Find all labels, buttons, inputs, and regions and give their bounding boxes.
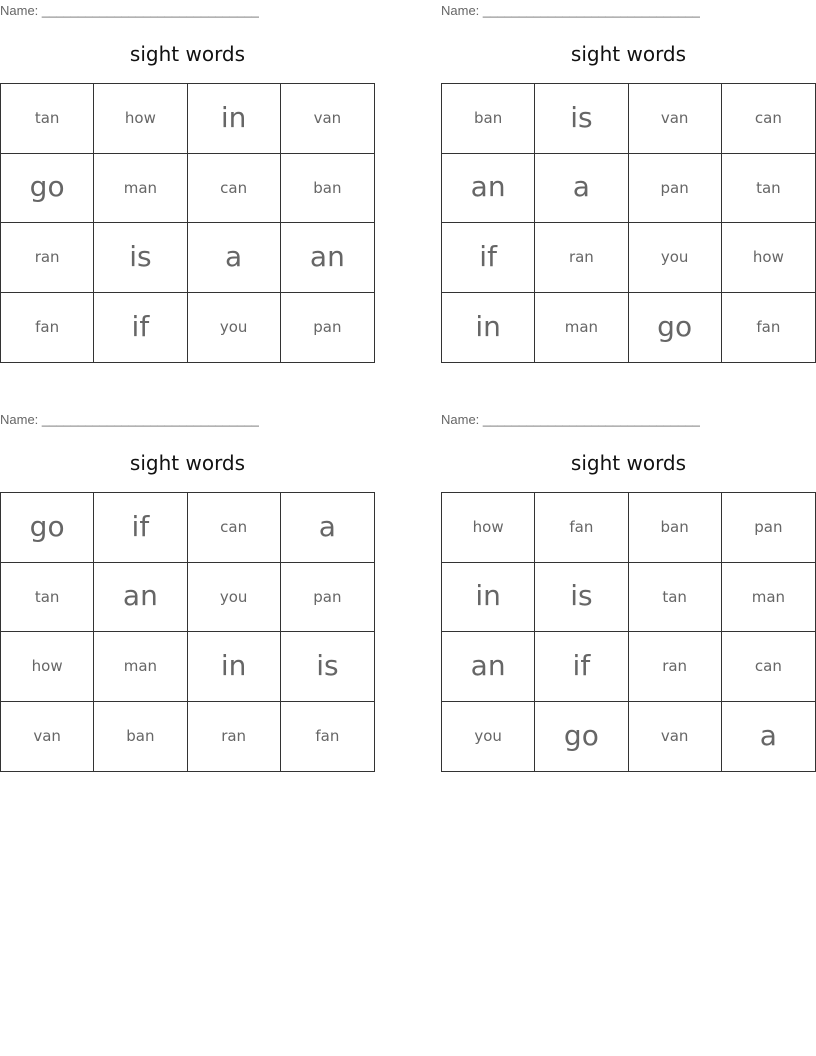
word-cell: if bbox=[94, 493, 187, 563]
bingo-card bbox=[0, 0, 375, 363]
name-field-label: Name: ______________________________ bbox=[441, 3, 700, 18]
word-cell: an bbox=[442, 154, 535, 224]
word-grid bbox=[0, 83, 375, 363]
word-cell: ran bbox=[629, 632, 722, 702]
word-cell: ran bbox=[1, 223, 94, 293]
word-cell: can bbox=[722, 84, 815, 154]
word-cell: van bbox=[1, 702, 94, 772]
word-cell: pan bbox=[629, 154, 722, 224]
word-cell: fan bbox=[315, 727, 340, 746]
word-cell: fan bbox=[1, 293, 94, 363]
word-cell: how bbox=[94, 84, 187, 154]
word-cell: how bbox=[722, 223, 815, 293]
word-cell: is bbox=[535, 563, 628, 633]
word-grid bbox=[0, 492, 375, 772]
name-field-label: Name: ______________________________ bbox=[441, 412, 700, 427]
word-cell: in bbox=[442, 563, 535, 633]
word-cell: ban bbox=[442, 84, 535, 154]
word-cell: ban bbox=[629, 493, 722, 563]
word-cell: tan bbox=[629, 563, 722, 633]
word-cell: van bbox=[629, 702, 722, 772]
word-cell: if bbox=[535, 632, 628, 702]
word-cell: how bbox=[1, 632, 94, 702]
word-cell: tan bbox=[1, 563, 94, 633]
word-cell: a bbox=[188, 223, 281, 293]
word-cell: an bbox=[442, 632, 535, 702]
word-cell: in bbox=[188, 632, 281, 702]
card-title: sight words bbox=[570, 42, 687, 66]
word-cell: how bbox=[442, 493, 535, 563]
word-cell: ran bbox=[188, 702, 281, 772]
word-cell: pan bbox=[281, 563, 374, 633]
word-cell: pan bbox=[313, 318, 342, 337]
bingo-card bbox=[441, 409, 816, 772]
name-field-label: Name: ______________________________ bbox=[0, 412, 259, 427]
word-grid bbox=[441, 83, 816, 363]
word-cell: a bbox=[281, 493, 374, 563]
word-cell: if bbox=[442, 223, 535, 293]
word-cell: ban bbox=[94, 702, 187, 772]
bingo-card bbox=[441, 0, 816, 363]
word-cell: a bbox=[759, 718, 777, 752]
name-field-label: Name: ______________________________ bbox=[0, 3, 259, 18]
word-grid bbox=[441, 492, 816, 772]
word-cell: an bbox=[281, 223, 374, 293]
word-cell: man bbox=[94, 154, 187, 224]
card-title: sight words bbox=[570, 451, 687, 475]
word-cell: is bbox=[94, 223, 187, 293]
word-cell: an bbox=[94, 563, 187, 633]
word-cell: man bbox=[535, 293, 628, 363]
word-cell: is bbox=[281, 632, 374, 702]
bingo-card bbox=[0, 409, 375, 772]
word-cell: fan bbox=[756, 318, 781, 337]
word-cell: ran bbox=[535, 223, 628, 293]
word-cell: you bbox=[188, 293, 281, 363]
word-cell: you bbox=[188, 563, 281, 633]
word-cell: go bbox=[535, 702, 628, 772]
word-cell: can bbox=[188, 154, 281, 224]
card-title: sight words bbox=[129, 451, 246, 475]
word-cell: van bbox=[281, 84, 374, 154]
card-title: sight words bbox=[129, 42, 246, 66]
word-cell: pan bbox=[722, 493, 815, 563]
word-cell: ban bbox=[281, 154, 374, 224]
word-cell: in bbox=[188, 84, 281, 154]
word-cell: can bbox=[722, 632, 815, 702]
word-cell: fan bbox=[535, 493, 628, 563]
word-cell: can bbox=[188, 493, 281, 563]
word-cell: man bbox=[94, 632, 187, 702]
word-cell: go bbox=[1, 154, 94, 224]
word-cell: go bbox=[1, 493, 94, 563]
word-cell: if bbox=[94, 293, 187, 363]
word-cell: you bbox=[442, 702, 535, 772]
word-cell: in bbox=[442, 293, 535, 363]
word-cell: a bbox=[535, 154, 628, 224]
word-cell: you bbox=[629, 223, 722, 293]
word-cell: van bbox=[629, 84, 722, 154]
word-cell: tan bbox=[722, 154, 815, 224]
word-cell: is bbox=[535, 84, 628, 154]
word-cell: go bbox=[629, 293, 722, 363]
word-cell: man bbox=[722, 563, 815, 633]
word-cell: tan bbox=[1, 84, 94, 154]
